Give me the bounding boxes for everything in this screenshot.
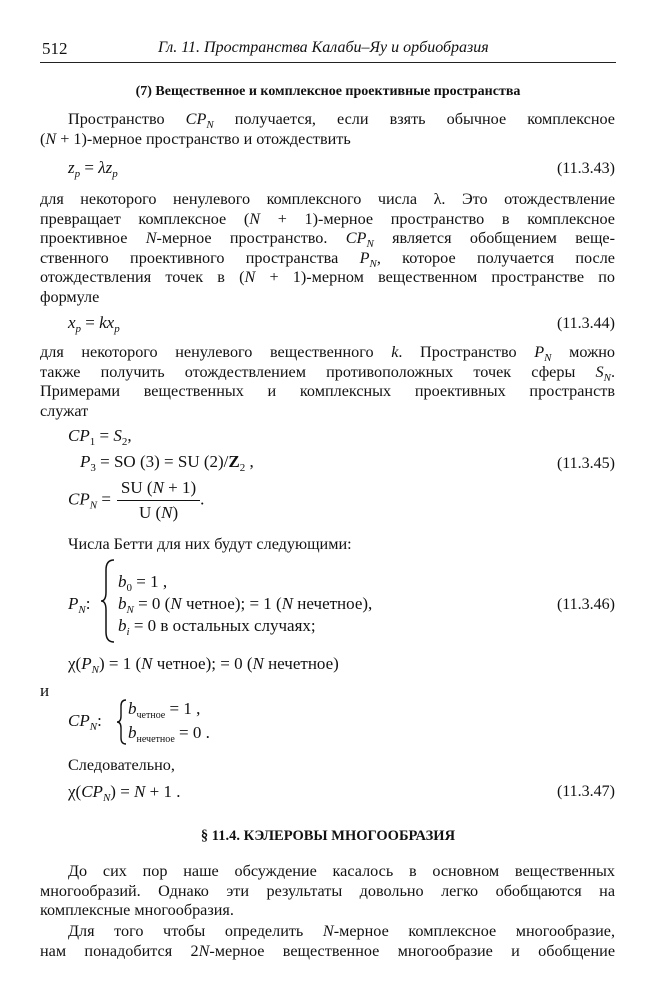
paragraph-line: также получить отождествлением противоположных точек сферы $S_N$. [40,362,615,384]
equation-11-3-46-case-3: $b_i = 0$ в остальных случаях; [118,616,316,638]
paragraph-line: для некоторого ненулевого вещественного k. Пространство $P_N$ можно [40,343,616,364]
paragraph-line: нам понадобится 2N-мерное вещественное многообразие и обобщение [40,941,615,960]
page-number: 512 [42,39,68,58]
header-rule [40,62,616,63]
paragraph-line: ственного проективного пространства $P_N$, которое получается после [40,248,615,270]
running-title: Гл. 11. Пространства Калаби–Яу и орбиобразия [158,39,489,56]
fraction-numerator: SU (N + 1) [117,478,200,501]
equation-number: (11.3.44) [556,315,615,332]
equation-number: (11.3.43) [556,160,615,177]
paragraph-line: многообразий. Однако эти результаты довольно легко обобщаются на [40,881,615,900]
left-brace [100,558,116,644]
equation-11-3-43: $z_p = \lambda z_p$ [68,158,118,180]
conjunction-and: и [40,681,50,700]
paragraph-line: служат [40,401,89,420]
therefore-text: Следовательно, [68,756,175,774]
section-title: § 11.4. КЭЛЕРОВЫ МНОГООБРАЗИЯ [200,828,456,844]
paragraph-1 [40,110,615,149]
equation-11-3-45-line-1: $CP_1 = S_2$, [68,426,132,448]
paragraph-line: Для того чтобы определить N-мерное комплексное многообразие, [68,922,616,940]
equation-11-3-46-case-1: $b_0 = 1$ , [118,572,168,594]
paragraph-line: проективное N-мерное пространство. $CP_N$ является обобщением веще- [40,229,615,251]
equation-11-3-46-lhs: $P_N$: [68,594,91,616]
page-header [42,39,612,63]
subsection-title: (7) Вещественное и комплексное проективные пространства [135,84,521,99]
paragraph-line: комплексные многообразия. [40,901,234,920]
paragraph-5 [40,922,615,961]
paragraph-3 [40,343,615,421]
equation-11-3-45-line-2: $P_3$ = SO (3) = SU $(2)/Z_2$ , [80,452,254,474]
betti-intro: Числа Бетти для них будут следующими: [68,535,352,553]
left-brace [116,698,128,746]
equation-11-3-47: $\chi(CP_N) = N + 1$ . [68,782,181,804]
paragraph-line: Примерами вещественных и комплексных проективных пространств [40,382,615,401]
paragraph-line: для некоторого ненулевого комплексного числа λ. Это отождествление [40,190,615,208]
euler-characteristic-pn: $\chi(P_N) = 1$ (N четное); = 0 (N нечетное) [68,654,339,676]
paragraph-4 [40,862,615,921]
equation-number: (11.3.45) [556,455,615,472]
equation-11-3-45-line-3: $CP_N$ = $\frac{SU (N + 1)}{U (N)}$ . [68,478,205,522]
cp-betti-case-odd: $b_{нечетное} = 0$ . [128,723,210,745]
paragraph-2 [40,190,615,308]
paragraph-line: формуле [40,287,100,306]
cp-betti-lhs: $CP_N$: [68,711,102,733]
cp-betti-case-even: $b_{четное} = 1$ , [128,699,201,721]
equation-number: (11.3.47) [556,783,615,800]
fraction [117,478,200,523]
paragraph-line: До сих пор наше обсуждение касалось в основном вещественных [68,862,615,880]
paragraph-line: отождествления точек в (N + 1)-мерном вещественном пространстве по [40,268,615,287]
paragraph-line: (N + 1)-мерное пространство и отождествить [40,129,351,148]
fraction-denominator: U (N) [138,503,179,522]
equation-number: (11.3.46) [556,596,615,613]
paragraph-line: превращает комплексное (N + 1)-мерное пространство в комплексное [40,209,615,228]
paragraph-line: Пространство $CP_N$ получается, если взять обычное комплексное [68,110,615,131]
equation-11-3-46-case-2: $b_N = 0$ (N четное); = 1 (N нечетное), [118,594,373,616]
equation-11-3-44: $x_p = kx_p$ [68,313,120,335]
